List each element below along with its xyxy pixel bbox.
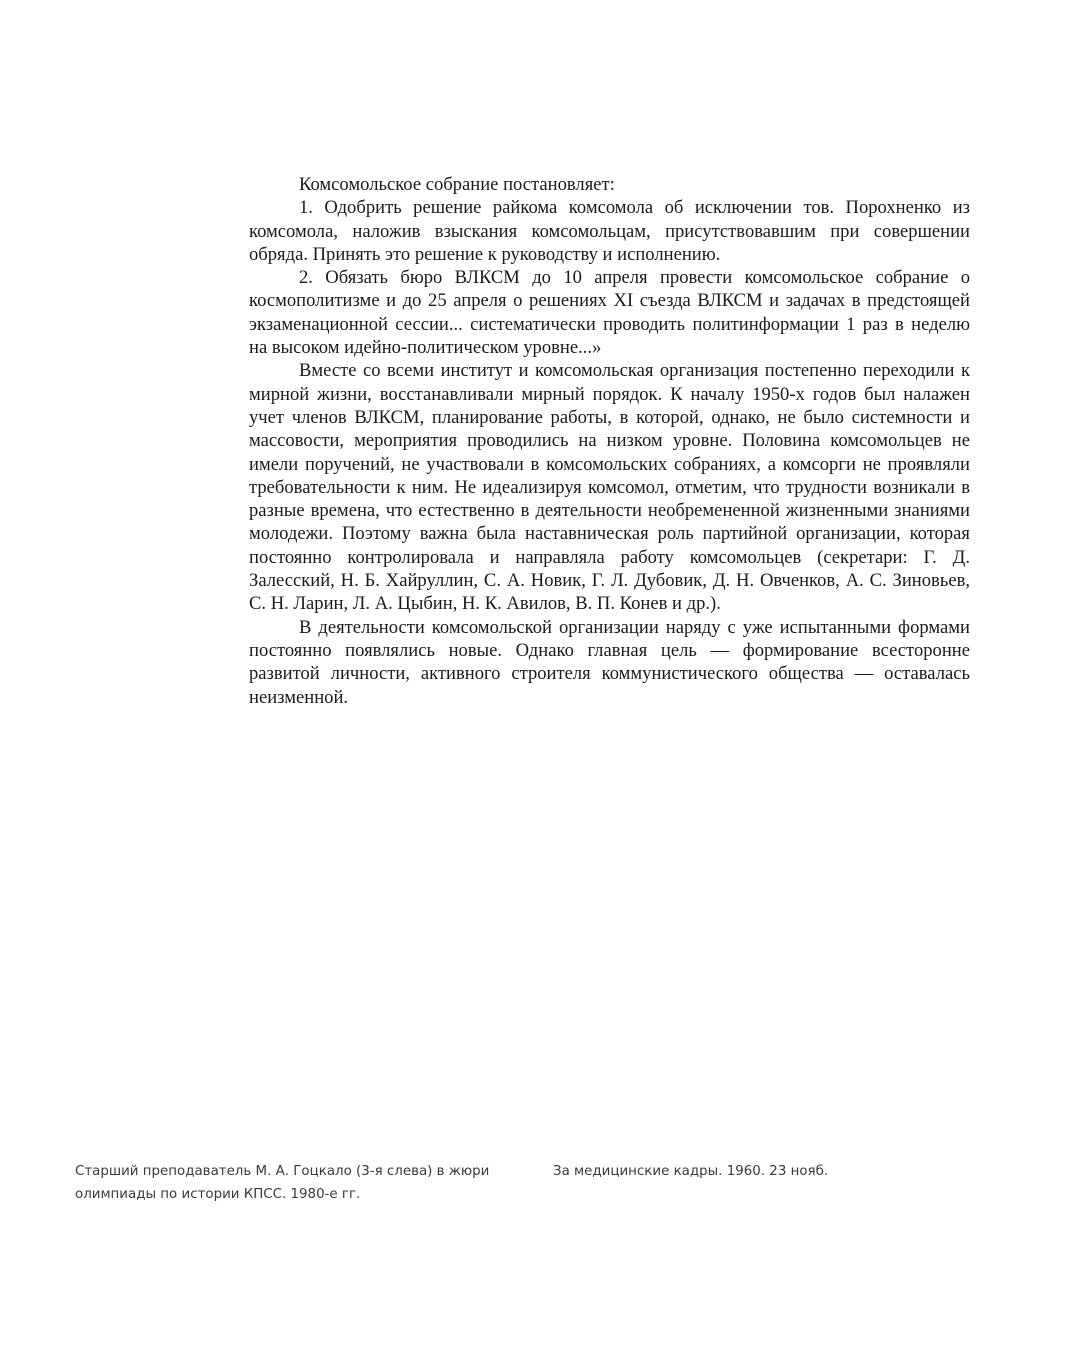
body-text <box>249 173 970 709</box>
paragraph-komsomol-goal: В деятельности комсомольской организации наряду с уже испытанными формами постоянно появлялись новые. Однако главная цель — формирование всесторонне развитой личности, активного строителя коммунистического общества — оставалась неизменной. <box>249 616 970 708</box>
photo-caption-right <box>553 1161 973 1184</box>
paragraph-resolution-point-2: 2. Обязать бюро ВЛКСМ до 10 апреля провести комсомольское собрание о космополитизме и до 25 апреля о решениях XI съезда ВЛКСМ и задачах в предстоящей экзаменационной сессии... систематически проводить политинформации 1 раз в неделю на высоком идейно-политическом уровне...» <box>249 267 970 359</box>
paragraph-resolution-intro: Комсомольское собрание постановляет: <box>299 174 615 195</box>
caption-left-line-1: Старший преподаватель М. А. Гоцкало (3-я слева) в жюри <box>75 1164 490 1179</box>
paragraph-resolution-point-1: 1. Одобрить решение райкома комсомола об исключении тов. Порохненко из комсомола, наложив взыскания комсомольцам, присутствовавшим при совершении обряда. Принять это решение к руководству и исполнению. <box>249 197 970 265</box>
paragraph-postwar-komsomol: Вместе со всеми институт и комсомольская организация постепенно переходили к мирной жизни, восстанавливали мирный порядок. К началу 1950-х годов был налажен учет членов ВЛКСМ, планирование работы, в которой, однако, не было системности и массовости, мероприятия проводились на низком уровне. Половина комсомольцев не имели поручений, не участвовали в комсомольских собраниях, а комсорги не проявляли требовательности к ним. Не идеализируя комсомол, отметим, что трудности возникали в разные времена, что естественно в деятельности необремененной жизненными знаниями молодежи. Поэтому важна была наставническая роль партийной организации, которая постоянно контролировала и направляла работу комсомольцев (секретари: Г. Д. Залесский, Н. Б. Хайруллин, С. А. Новик, Г. Л. Дубовик, Д. Н. Овченков, А. С. Зиновьев, С. Н. Ларин, Л. А. Цыбин, Н. К. Авилов, В. П. Конев и др.). <box>249 360 970 615</box>
caption-left-line-2: олимпиады по истории КПСС. 1980-е гг. <box>75 1186 361 1202</box>
caption-right-line-1: За медицинские кадры. 1960. 23 нояб. <box>553 1164 829 1179</box>
photo-caption-left <box>75 1161 535 1206</box>
